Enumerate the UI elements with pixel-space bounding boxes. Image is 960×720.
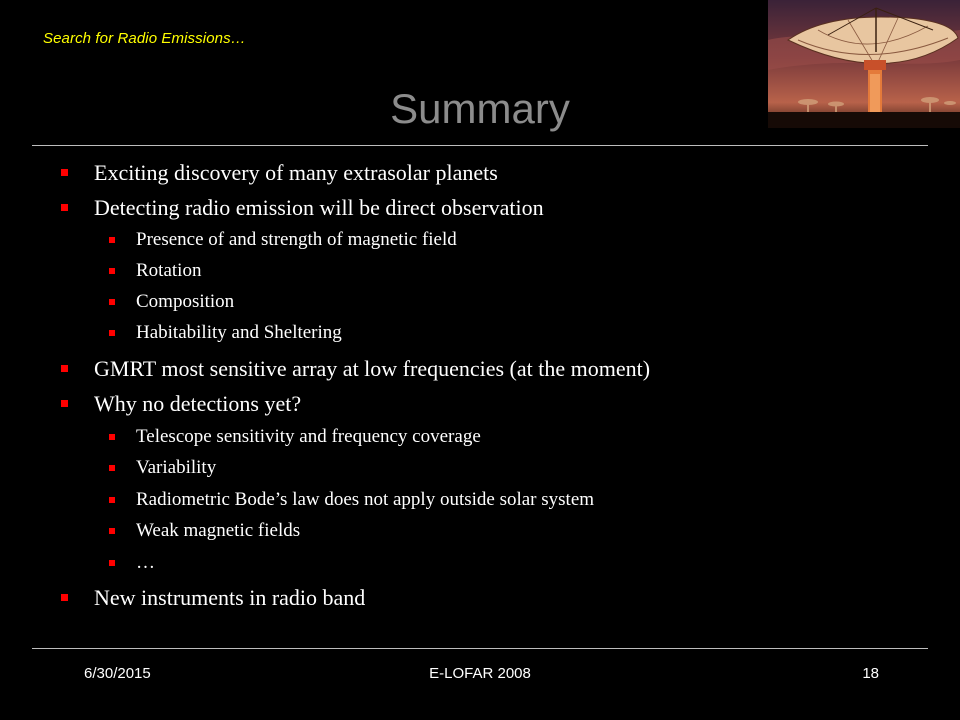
- bullet-marker-icon: [109, 497, 115, 503]
- bullet-marker-icon: [109, 434, 115, 440]
- bullet-marker-icon: [61, 204, 68, 211]
- bullet-marker-icon: [61, 365, 68, 372]
- sub-bullet-item: Presence of and strength of magnetic field: [136, 229, 457, 251]
- bullet-marker-icon: [61, 400, 68, 407]
- bullet-marker-icon: [61, 169, 68, 176]
- slide-title: Summary: [390, 85, 570, 132]
- bullet-marker-icon: [109, 299, 115, 305]
- sub-bullet-item: Variability: [136, 457, 216, 479]
- bullet-marker-icon: [109, 465, 115, 471]
- bullet-item: Why no detections yet?: [94, 391, 301, 417]
- slide-tagline: Search for Radio Emissions…: [43, 30, 246, 47]
- sub-bullet-item: Radiometric Bode’s law does not apply outside solar system: [136, 489, 594, 511]
- sub-bullet-item: Weak magnetic fields: [136, 520, 300, 542]
- bullet-marker-icon: [109, 237, 115, 243]
- bullet-marker-icon: [109, 528, 115, 534]
- slide-number: 18: [862, 665, 879, 682]
- sub-bullet-item: Rotation: [136, 260, 201, 282]
- bullet-marker-icon: [109, 268, 115, 274]
- bullet-marker-icon: [109, 330, 115, 336]
- bullet-item: Exciting discovery of many extrasolar planets: [94, 160, 498, 186]
- bullet-marker-icon: [61, 594, 68, 601]
- footer-event: E-LOFAR 2008: [429, 665, 531, 682]
- sub-bullet-item: Composition: [136, 291, 234, 313]
- sub-bullet-item: …: [136, 552, 155, 574]
- bullet-marker-icon: [109, 560, 115, 566]
- sub-bullet-item: Telescope sensitivity and frequency coverage: [136, 426, 481, 448]
- bullet-item: Detecting radio emission will be direct observation: [94, 195, 544, 221]
- sub-bullet-item: Habitability and Sheltering: [136, 322, 342, 344]
- bullet-item: GMRT most sensitive array at low frequencies (at the moment): [94, 356, 650, 382]
- footer-divider: [32, 648, 928, 649]
- footer-date: 6/30/2015: [84, 665, 151, 682]
- bullet-item: New instruments in radio band: [94, 585, 365, 611]
